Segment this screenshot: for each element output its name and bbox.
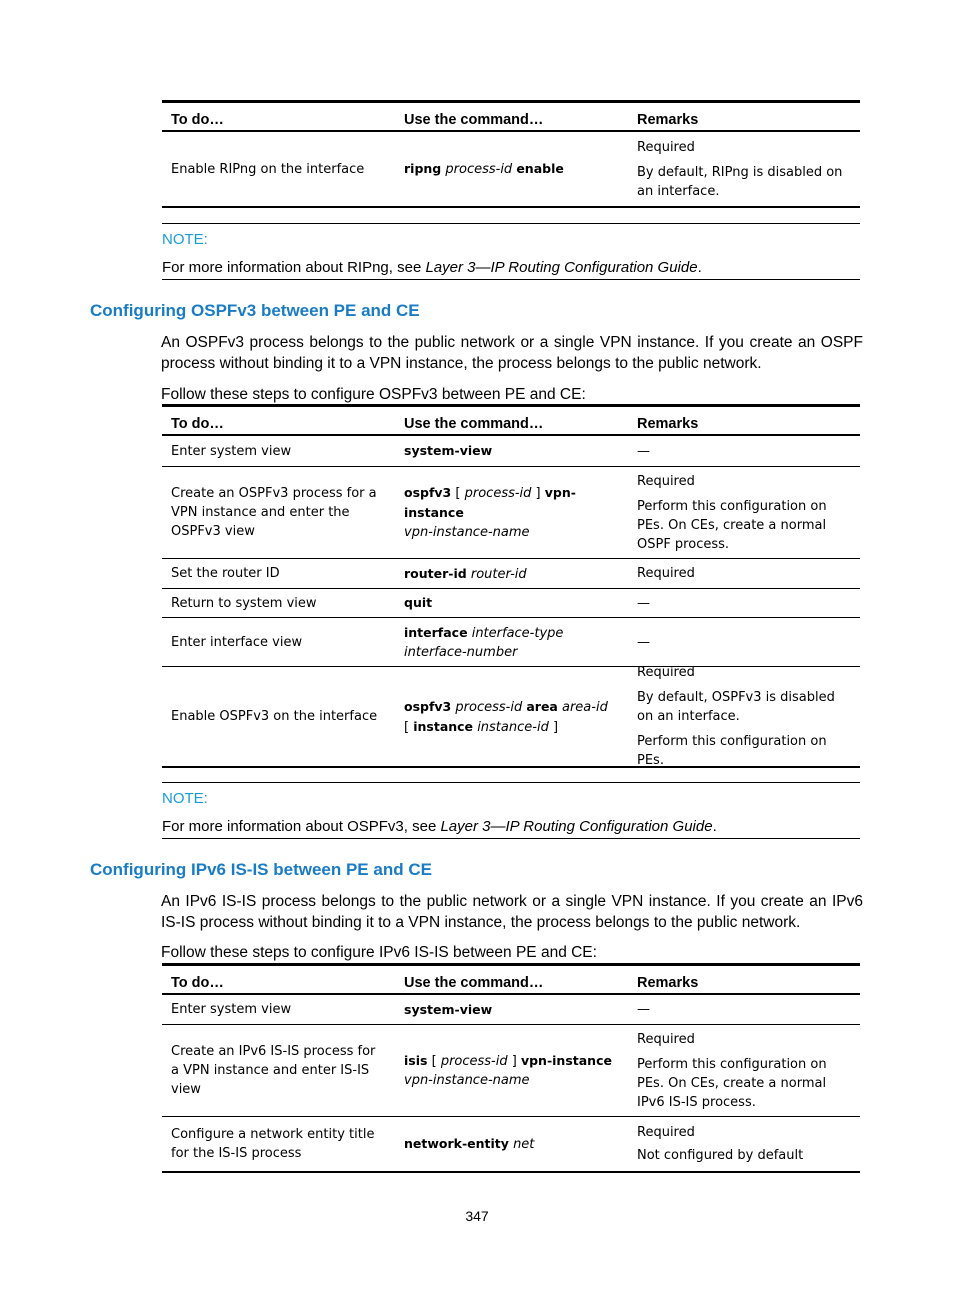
cmd-bracket: ] [531, 486, 545, 501]
remarks-cell: — [637, 634, 650, 650]
remarks-cell [628, 138, 860, 201]
remark-line: Not configured by default [637, 1148, 804, 1163]
remark-line: Required [637, 473, 695, 489]
ripng-table [162, 100, 860, 208]
cmd-arg: interface-type [471, 625, 564, 641]
table-row [162, 618, 860, 667]
todo-cell: Enter system view [171, 1002, 292, 1017]
header-command: Use the command… [404, 416, 544, 432]
cmd-keyword: network-entity [404, 1136, 509, 1151]
header-todo: To do… [171, 112, 224, 128]
header-command: Use the command… [404, 975, 544, 991]
cmd-keyword: interface [404, 624, 468, 640]
cmd-arg: process-id [445, 162, 513, 177]
cmd-arg: interface-number [404, 644, 518, 660]
command-cell [395, 441, 628, 461]
table-row [162, 559, 860, 589]
todo-cell: Enter system view [171, 443, 292, 459]
cmd-keyword: vpn-instance [404, 485, 576, 520]
section-heading: Configuring IPv6 IS-IS between PE and CE [90, 860, 432, 879]
table-row [162, 589, 860, 618]
cmd-bracket: ] [548, 719, 559, 735]
remarks-cell [628, 1123, 860, 1165]
note-text-body: For more information about RIPng, see [162, 259, 426, 276]
note-text [162, 818, 860, 836]
cmd-bracket: [ [431, 1054, 441, 1069]
table-row [162, 995, 860, 1025]
cmd-keyword: ospfv3 [404, 698, 452, 714]
isis-table [162, 963, 860, 1173]
note-end: . [712, 818, 717, 835]
cmd-keyword: router-id [404, 565, 467, 581]
cmd-arg: instance-id [477, 719, 549, 735]
note-reference: Layer 3—IP Routing Configuration Guide [440, 818, 713, 835]
cmd-keyword: ospfv3 [404, 485, 452, 500]
cmd-arg: process-id [440, 1054, 508, 1069]
cmd-arg: net [513, 1137, 535, 1152]
remark-line: Required [637, 665, 695, 680]
remark-line: Required [637, 1031, 695, 1047]
header-command: Use the command… [404, 112, 544, 128]
table-row [162, 1025, 860, 1117]
todo-cell: Enable RIPng on the interface [171, 161, 365, 177]
note-text [162, 259, 860, 277]
command-cell [395, 593, 628, 613]
cmd-keyword: system-view [404, 1001, 493, 1017]
note-box [162, 223, 860, 280]
cmd-keyword: system-view [404, 443, 493, 458]
note-text-body: For more information about OSPFv3, see [162, 818, 441, 835]
section-paragraph: An OSPFv3 process belongs to the public network or a single VPN instance. If you create an OSPF process without binding it to a VPN instance, the process belongs to the public network. [161, 334, 863, 372]
command-cell [395, 697, 628, 737]
remarks-cell [628, 472, 860, 554]
cmd-keyword: quit [404, 595, 433, 610]
command-cell [395, 1051, 628, 1090]
table-row [162, 436, 860, 467]
cmd-keyword: vpn-instance [520, 1053, 612, 1068]
header-todo: To do… [171, 975, 224, 991]
command-cell [395, 564, 628, 584]
remarks-cell [628, 1030, 860, 1112]
cmd-bracket: ] [507, 1054, 521, 1069]
remarks-cell [628, 663, 860, 770]
cmd-arg: process-id [455, 699, 523, 715]
header-remarks: Remarks [637, 975, 699, 991]
remark-line: Required [637, 1125, 695, 1140]
cmd-bracket: [ [455, 486, 465, 501]
header-remarks: Remarks [637, 112, 699, 128]
command-cell [395, 1134, 628, 1154]
command-cell [395, 159, 628, 179]
remarks-cell: — [637, 443, 650, 459]
cmd-arg: vpn-instance-name [404, 525, 530, 540]
table-row [162, 467, 860, 559]
cmd-keyword: enable [516, 161, 564, 176]
table-row [162, 1117, 860, 1171]
cmd-bracket: [ [404, 719, 414, 735]
section-paragraph: An IPv6 IS-IS process belongs to the public network or a single VPN instance. If you create an IPv6 IS-IS process without binding it to a VPN instance, the process belongs to the public network. [161, 893, 863, 931]
remark-line: By default, RIPng is disabled on an interface. [637, 164, 843, 199]
remark-line: Perform this configuration on PEs. [637, 734, 827, 768]
cmd-keyword: isis [404, 1053, 428, 1068]
section-heading: Configuring OSPFv3 between PE and CE [90, 301, 420, 320]
remark-line: By default, OSPFv3 is disabled on an interface. [637, 690, 835, 724]
note-reference: Layer 3—IP Routing Configuration Guide [425, 259, 698, 276]
cmd-keyword: area [526, 698, 558, 714]
remark-line: Perform this configuration on PEs. On CEs, create a normal OSPF process. [637, 498, 827, 552]
header-remarks: Remarks [637, 416, 699, 432]
table-header-row [162, 103, 860, 132]
command-cell [395, 623, 628, 662]
table-header-row [162, 407, 860, 436]
note-label: NOTE: [162, 231, 208, 248]
todo-cell: Create an OSPFv3 process for a VPN instance and enter the OSPFv3 view [171, 486, 377, 539]
remarks-cell: — [637, 595, 650, 611]
todo-cell: Configure a network entity title for the IS-IS process [171, 1127, 375, 1161]
section-intro: Follow these steps to configure OSPFv3 between PE and CE: [161, 386, 586, 403]
todo-cell: Enter interface view [171, 634, 303, 650]
cmd-arg: router-id [470, 566, 527, 582]
remark-line: Required [637, 139, 695, 155]
note-label: NOTE: [162, 790, 208, 807]
table-row [162, 132, 860, 206]
section-intro: Follow these steps to configure IPv6 IS-IS between PE and CE: [161, 944, 597, 961]
todo-cell: Enable OSPFv3 on the interface [171, 709, 378, 724]
note-end: . [697, 259, 702, 276]
cmd-keyword: instance [413, 718, 474, 734]
cmd-arg: process-id [464, 486, 532, 501]
remarks-cell: Required [637, 566, 695, 581]
cmd-keyword: ripng [404, 161, 442, 176]
remark-line: Perform this configuration on PEs. On CEs, create a normal IPv6 IS-IS process. [637, 1056, 827, 1110]
page-number: 347 [465, 1208, 489, 1224]
note-box [162, 782, 860, 839]
table-header-row [162, 966, 860, 995]
command-cell [395, 1000, 628, 1020]
header-todo: To do… [171, 416, 224, 432]
cmd-arg: vpn-instance-name [404, 1073, 530, 1088]
todo-cell: Create an IPv6 IS-IS process for a VPN instance and enter IS-IS view [171, 1044, 376, 1097]
todo-cell: Set the router ID [171, 566, 280, 581]
table-row [162, 667, 860, 766]
command-cell [395, 483, 628, 542]
ospfv3-table [162, 404, 860, 768]
todo-cell: Return to system view [171, 595, 317, 611]
cmd-arg: area-id [562, 699, 608, 715]
remarks-cell: — [637, 1002, 650, 1017]
